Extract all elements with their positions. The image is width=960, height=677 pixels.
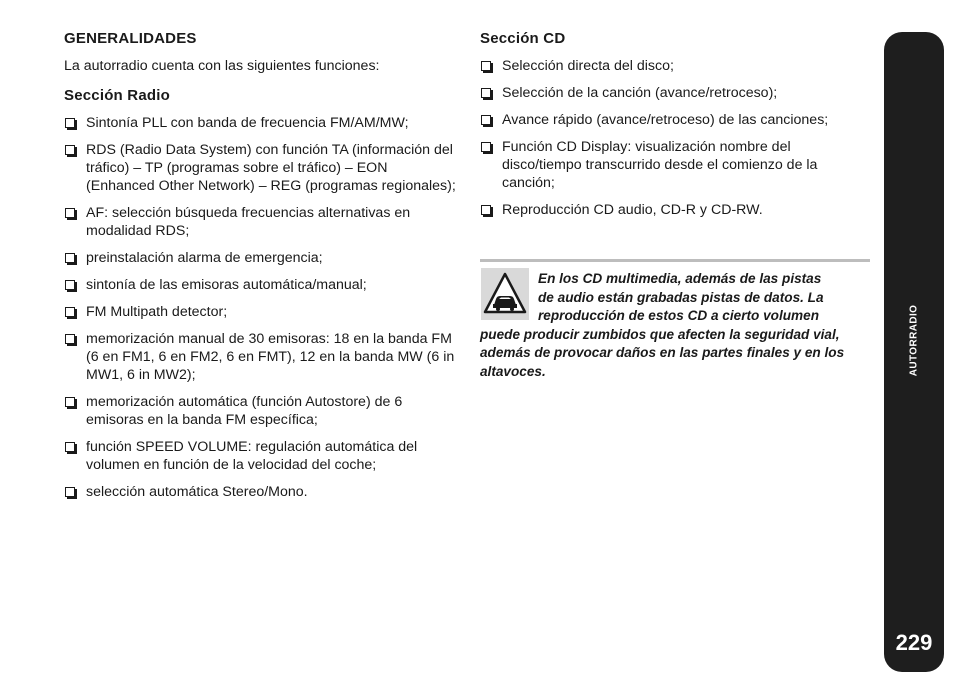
checkbox-bullet-icon <box>481 205 491 215</box>
left-column <box>64 30 456 510</box>
warning-note <box>480 270 872 381</box>
list-item: Selección directa del disco; <box>480 57 870 75</box>
list-item: sintonía de las emisoras automática/manual; <box>64 276 456 294</box>
checkbox-bullet-icon <box>481 61 491 71</box>
warning-line: reproducción de estos CD a cierto volumen <box>538 308 820 323</box>
checkbox-bullet-icon <box>481 88 491 98</box>
intro-text: La autorradio cuenta con las siguientes funciones: <box>64 58 380 74</box>
list-item: selección automática Stereo/Mono. <box>64 483 456 501</box>
checkbox-bullet-icon <box>65 253 75 263</box>
section-title-radio: Sección Radio <box>64 87 170 104</box>
checkbox-bullet-icon <box>481 115 491 125</box>
checkbox-bullet-icon <box>65 397 75 407</box>
checkbox-bullet-icon <box>65 487 75 497</box>
right-column <box>480 30 870 228</box>
list-item: RDS (Radio Data System) con función TA (información del tráfico) – TP (programas sobre el tráfico) – EON (Enhanced Other Network) – REG (programas regionales); <box>64 141 456 195</box>
checkbox-bullet-icon <box>65 307 75 317</box>
list-item: FM Multipath detector; <box>64 303 456 321</box>
checkbox-bullet-icon <box>65 442 75 452</box>
section-title-cd: Sección CD <box>480 30 566 47</box>
list-item: Función CD Display: visualización nombre del disco/tiempo transcurrido desde el comienzo de la canción; <box>480 138 870 192</box>
checkbox-bullet-icon <box>481 142 491 152</box>
radio-feature-list <box>64 114 456 501</box>
list-item: Reproducción CD audio, CD-R y CD-RW. <box>480 201 870 219</box>
chapter-label: AUTORRADIO <box>908 304 920 376</box>
list-item: preinstalación alarma de emergencia; <box>64 249 456 267</box>
checkbox-bullet-icon <box>65 334 75 344</box>
list-item: Avance rápido (avance/retroceso) de las canciones; <box>480 111 870 129</box>
list-item: memorización manual de 30 emisoras: 18 en la banda FM (6 en FM1, 6 en FM2, 6 en FMT), 12 en la banda MW (6 in MW1, 6 in MW2); <box>64 330 456 384</box>
list-item: Selección de la canción (avance/retroceso); <box>480 84 870 102</box>
warning-separator <box>480 259 870 262</box>
cd-feature-list <box>480 57 870 219</box>
list-item: memorización automática (función Autostore) de 6 emisoras en la banda FM específica; <box>64 393 456 429</box>
checkbox-bullet-icon <box>65 118 75 128</box>
checkbox-bullet-icon <box>65 280 75 290</box>
page-number: 229 <box>895 630 933 655</box>
list-item: AF: selección búsqueda frecuencias alternativas en modalidad RDS; <box>64 204 456 240</box>
warning-rest: puede producir zumbidos que afecten la seguridad vial, además de provocar daños en las partes finales y en los altavoces. <box>480 326 845 379</box>
heading-generalidades: GENERALIDADES <box>64 30 197 47</box>
list-item: función SPEED VOLUME: regulación automática del volumen en función de la velocidad del coche; <box>64 438 456 474</box>
warning-line: de audio están grabadas pistas de datos. La <box>538 289 824 305</box>
checkbox-bullet-icon <box>65 208 75 218</box>
warning-line: En los CD multimedia, además de las pistas <box>538 271 822 286</box>
list-item: Sintonía PLL con banda de frecuencia FM/AM/MW; <box>64 114 456 132</box>
checkbox-bullet-icon <box>65 145 75 155</box>
